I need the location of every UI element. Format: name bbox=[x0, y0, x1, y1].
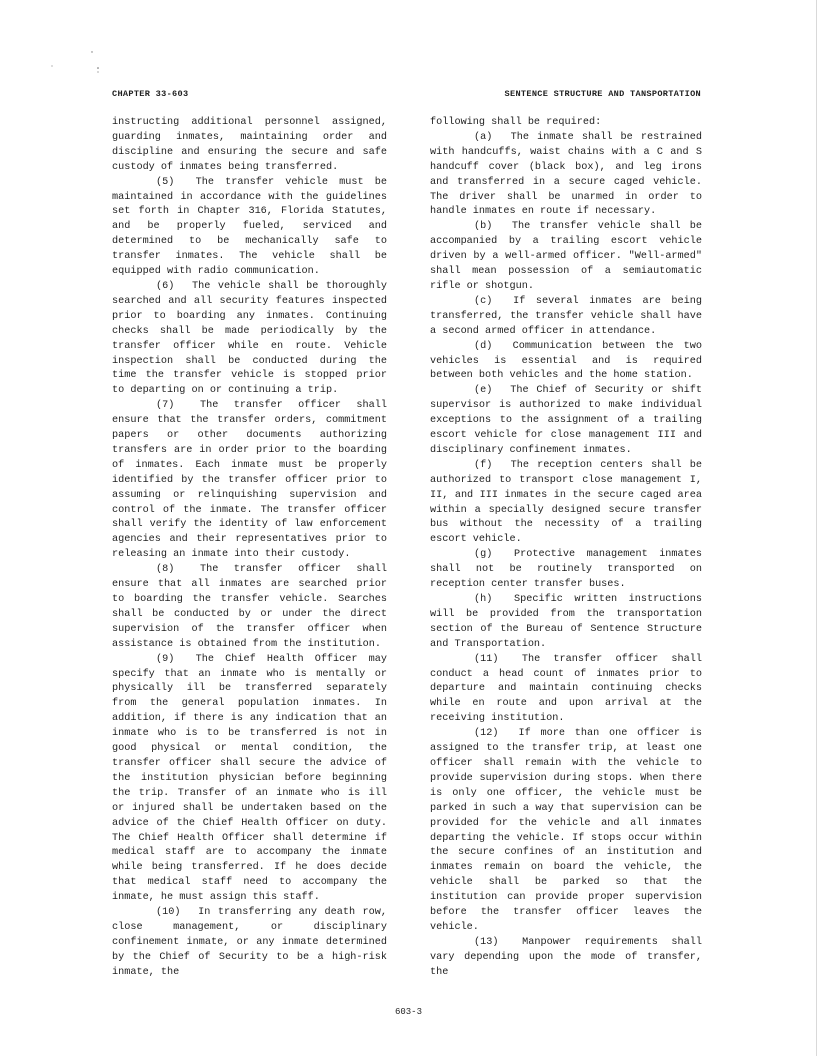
right-column bbox=[430, 116, 702, 981]
paragraph: (9) The Chief Health Officer may specify that an inmate who is mentally or physically ill be transferred separately from the general population inmates. In addition, if there is any indication that an inmate who is to be transferred is not in good physical or mental condition, the transfer officer shall secure the advice of the institution physician before beginning the trip. Transfer of an inmate who is ill or injured shall be undertaken based on the advice of the Chief Health Officer on duty. The Chief Health Officer shall determine if medical staff are to accompany the inmate while being transferred. If he does decide that medical staff need to accompany the inmate, he must assign this staff. bbox=[112, 653, 387, 904]
scan-specks bbox=[36, 48, 106, 78]
paragraph: instructing additional personnel assigned, guarding inmates, maintaining order and discipline and ensuring the secure and safe custody of inmates being transferred. bbox=[112, 117, 387, 173]
paragraph: following shall be required: bbox=[430, 117, 602, 128]
paragraph: (f) The reception centers shall be authorized to transport close management I, II, and III inmates in the secure caged area within a specially designed secure transfer bus without the necessity of a trailing escort vehicle. bbox=[430, 459, 702, 546]
paragraph: (g) Protective management inmates shall not be routinely transported on reception center transfer buses. bbox=[430, 549, 702, 591]
left-column bbox=[112, 116, 387, 981]
paragraph: (e) The Chief of Security or shift supervisor is authorized to make individual exceptions to the assignment of a trailing escort vehicle for close management III and disciplinary confinement inmates. bbox=[430, 385, 702, 456]
section-header: SENTENCE STRUCTURE AND TANSPORTATION bbox=[504, 89, 701, 99]
paragraph: (13) Manpower requirements shall vary depending upon the mode of transfer, the bbox=[430, 936, 702, 978]
chapter-header: CHAPTER 33-603 bbox=[112, 89, 189, 99]
paragraph: (8) The transfer officer shall ensure that all inmates are searched prior to boarding the transfer vehicle. Searches shall be conducted by or under the direct supervision of the transfer officer when assistance is obtained from the institution. bbox=[112, 564, 387, 650]
paragraph: (6) The vehicle shall be thoroughly searched and all security features inspected prior to boarding any inmates. Continuing checks shall be made periodically by the transfer officer while en route. Vehicle inspection shall be conducted during the time the transfer vehicle is stopped prior to departing on or continuing a trip. bbox=[112, 280, 387, 397]
paragraph: (5) The transfer vehicle must be maintained in accordance with the guidelines set forth in Chapter 316, Florida Statutes, and be properly fueled, serviced and determined to be mechanically safe to transfer inmates. The vehicle shall be equipped with radio communication. bbox=[112, 176, 387, 278]
paragraph: (10) In transferring any death row, close management, or disciplinary confinement inmate, or any inmate determined by the Chief of Security to be a high-risk inmate, the bbox=[112, 907, 387, 978]
paragraph: (12) If more than one officer is assigned to the transfer trip, at least one officer shall remain with the vehicle to provide supervision during stops. When there is only one officer, the vehicle must be parked in such a way that supervision can be provided for the vehicle and all inmates departing the vehicle. If stops occur within the secure confines of an institution and inmates remain on board the vehicle, the vehicle shall be parked so that the institution can provide proper supervision before the transfer officer leaves the vehicle. bbox=[430, 728, 702, 933]
paragraph: (7) The transfer officer shall ensure that the transfer orders, commitment papers or other documents authorizing transfers are in order prior to the boarding of inmates. Each inmate must be properly identified by the transfer officer prior to assuming or relinquishing supervision and control of the inmate. The transfer officer shall verify the identity of law enforcement agencies and their representatives prior to releasing an inmate into their custody. bbox=[112, 400, 387, 561]
paragraph: (b) The transfer vehicle shall be accompanied by a trailing escort vehicle driven by a well-armed officer. "Well-armed" shall mean possession of a semiautomatic rifle or shotgun. bbox=[430, 221, 702, 292]
page-number: 603-3 bbox=[394, 1007, 422, 1017]
paragraph: (11) The transfer officer shall conduct a head count of inmates prior to departure and maintain continuing checks while en route and upon arrival at the receiving institution. bbox=[430, 653, 702, 725]
paragraph: (c) If several inmates are being transferred, the transfer vehicle shall have a second armed officer in attendance. bbox=[430, 295, 702, 337]
paragraph: (d) Communication between the two vehicles is essential and is required between both vehicles and the home station. bbox=[430, 340, 702, 382]
paragraph: (h) Specific written instructions will be provided from the transportation section of the Bureau of Sentence Structure and Transportation. bbox=[430, 594, 702, 650]
paragraph: (a) The inmate shall be restrained with handcuffs, waist chains with a C and S handcuff cover (black box), and leg irons and transferred in a secure caged vehicle. The driver shall be unarmed in order to handle inmates en route if necessary. bbox=[430, 131, 702, 218]
